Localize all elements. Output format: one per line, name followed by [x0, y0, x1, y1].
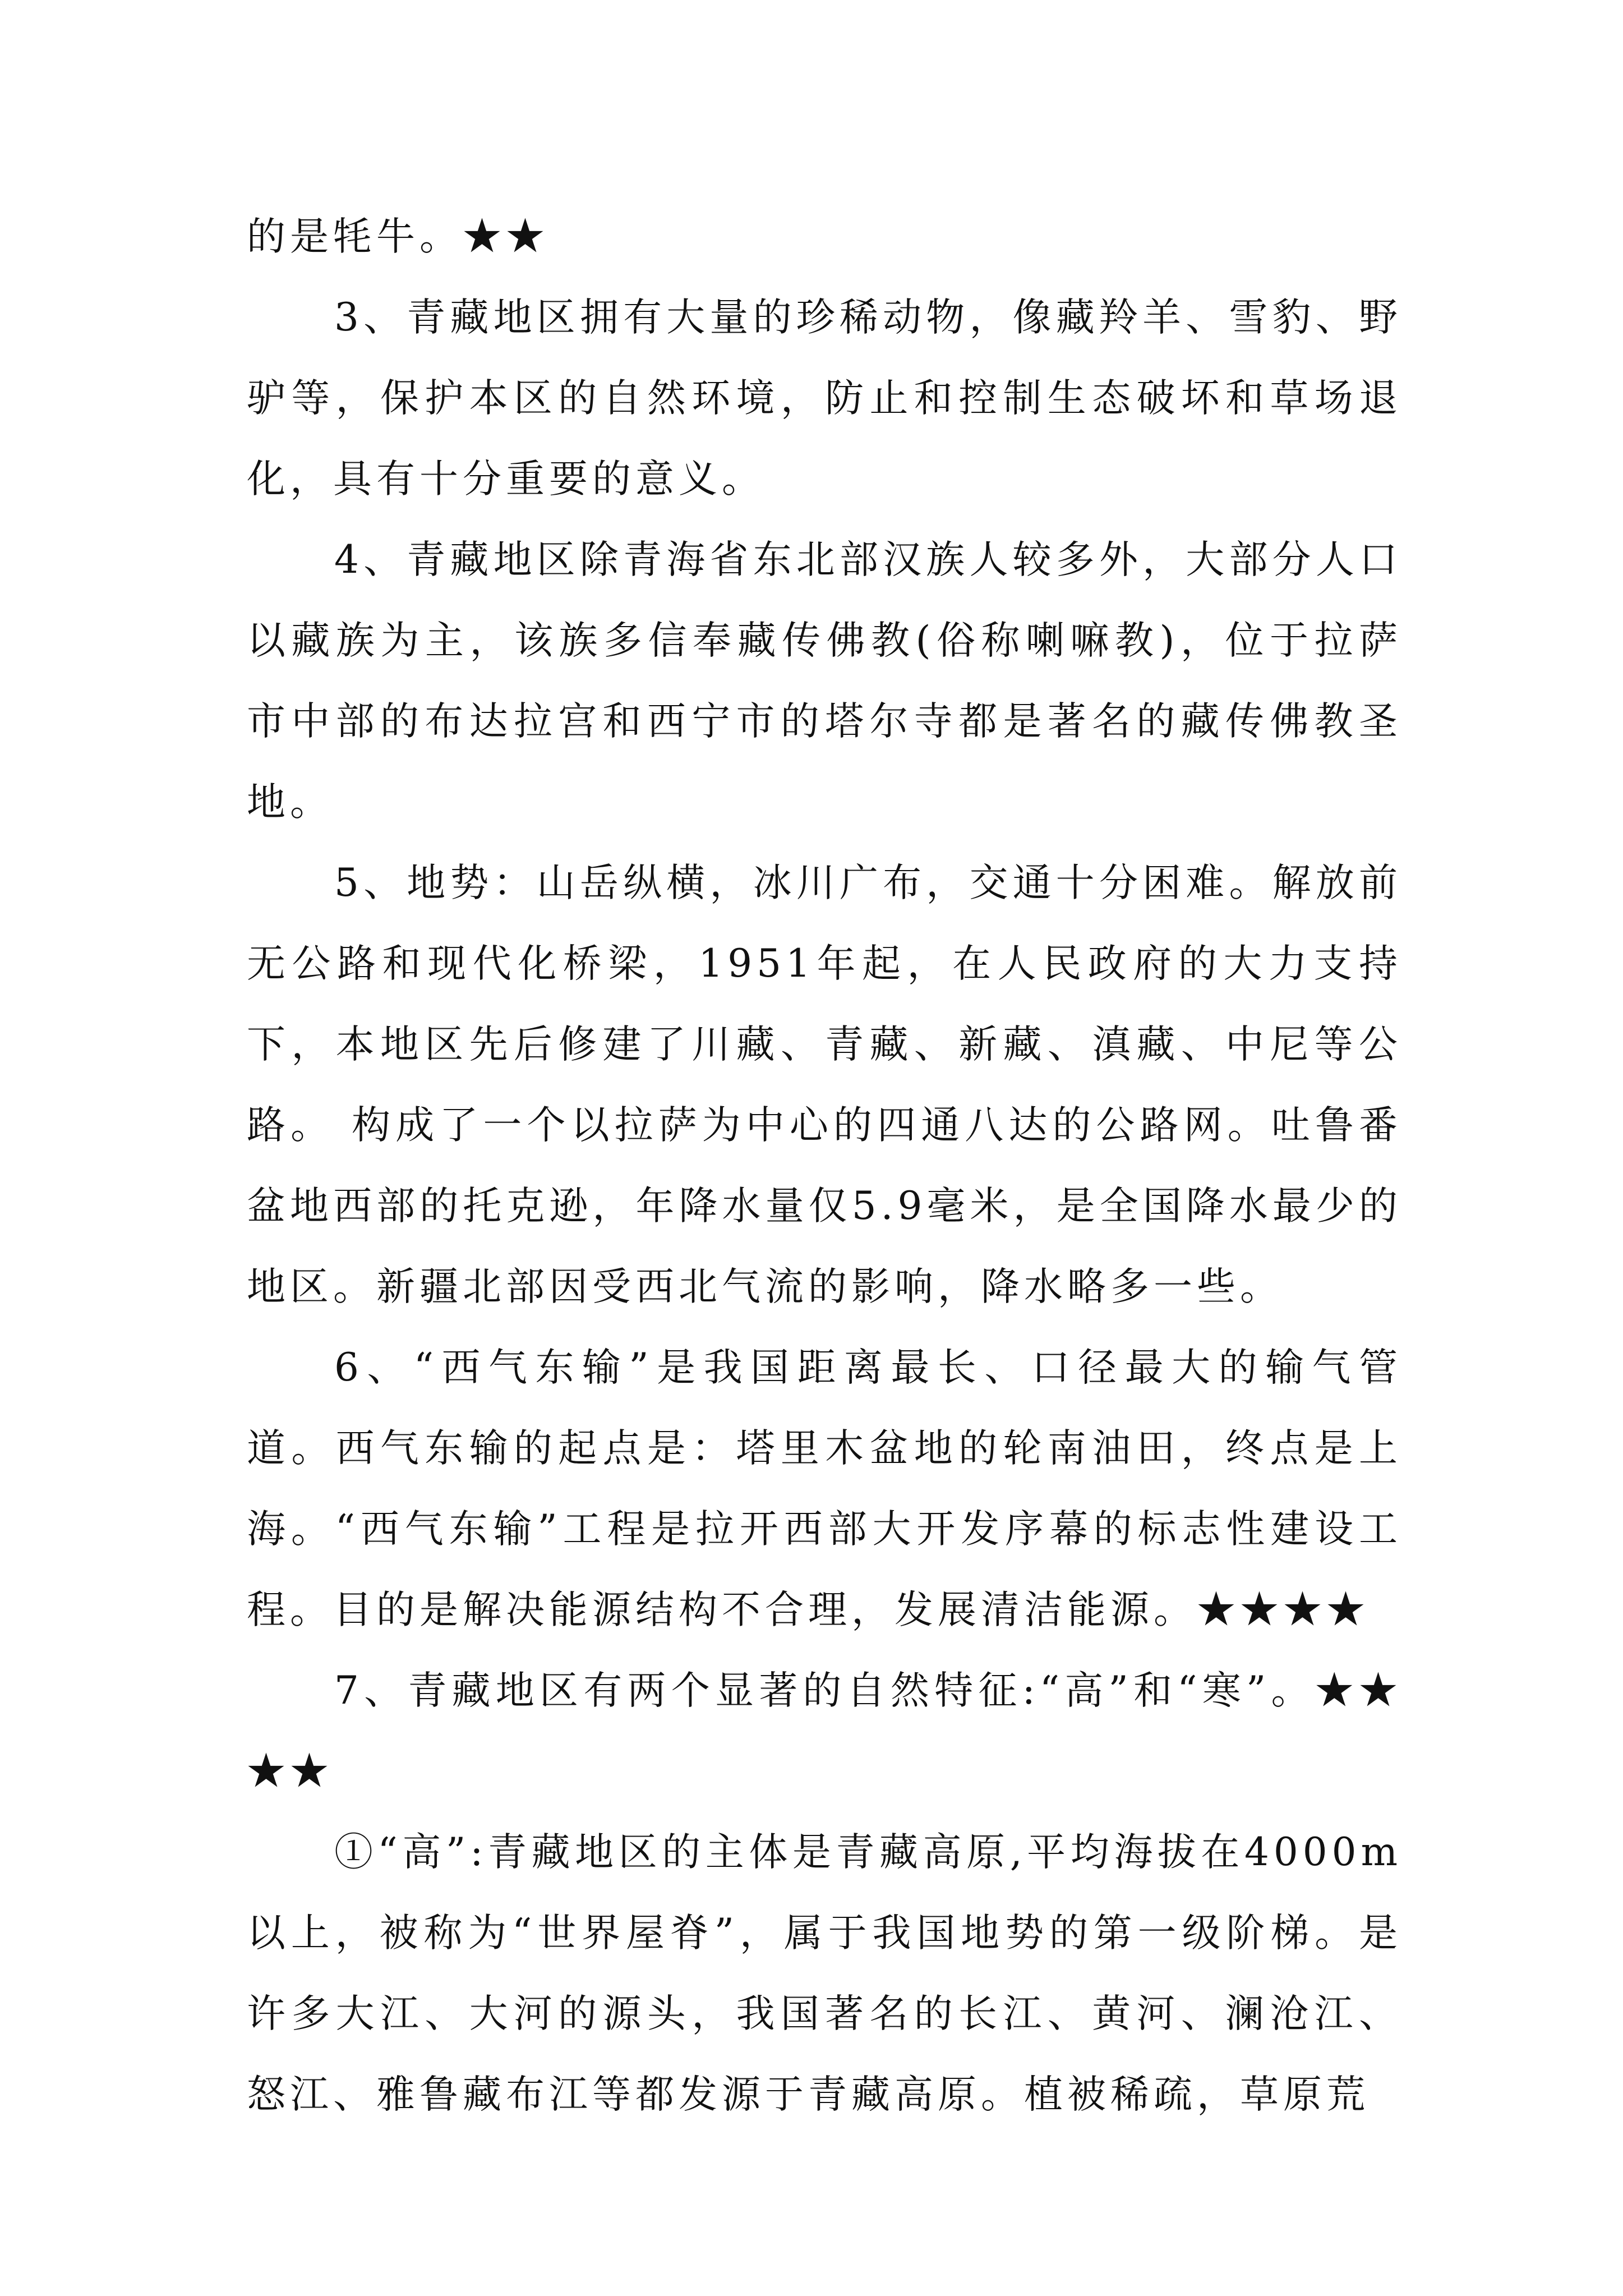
- paragraph-item-7: 7、青藏地区有两个显著的自然特征:“高”和“寒”。★★★★: [247, 1668, 1402, 1794]
- paragraph-item-3: 3、青藏地区拥有大量的珍稀动物，像藏羚羊、雪豹、野驴等，保护本区的自然环境，防止和控制生态破坏和草场退化，具有十分重要的意义。: [247, 295, 1402, 501]
- paragraph-item-6: 6、“西气东输”是我国距离最长、口径最大的输气管道。西气东输的起点是：塔里木盆地的轮南油田，终点是上海。“西气东输”工程是拉开西部大开发序幕的标志性建设工程。目的是解决能源结构不合理，发展清洁能源。★★★★: [247, 1345, 1402, 1632]
- paragraph-item-4: 4、青藏地区除青海省东北部汉族人较多外，大部分人口以藏族为主，该族多信奉藏传佛教(俗称喇嘛教)，位于拉萨市中部的布达拉宫和西宁市的塔尔寺都是著名的藏传佛教圣地。: [247, 537, 1402, 825]
- paragraph-continuation: 的是牦牛。★★: [247, 214, 549, 259]
- paragraph-subitem-1: ①“高”:青藏地区的主体是青藏高原,平均海拔在4000m以上，被称为“世界屋脊”，属于我国地势的第一级阶梯。是许多大江、大河的源头，我国著名的长江、黄河、澜沧江、怒江、雅鲁藏布江等都发源于青藏高原。植被稀疏，草原荒: [247, 1830, 1402, 2117]
- body-text: [247, 196, 1402, 2135]
- paragraph-item-5: 5、地势：山岳纵横，冰川广布，交通十分困难。解放前无公路和现代化桥梁，1951年起，在人民政府的大力支持下，本地区先后修建了川藏、青藏、新藏、滇藏、中尼等公路。 构成了一个以拉萨为中心的四通八达的公路网。吐鲁番盆地西部的托克逊，年降水量仅5.9毫米，是全国降水最少的地区。新疆北部因受西北气流的影响，降水略多一些。: [247, 861, 1402, 1309]
